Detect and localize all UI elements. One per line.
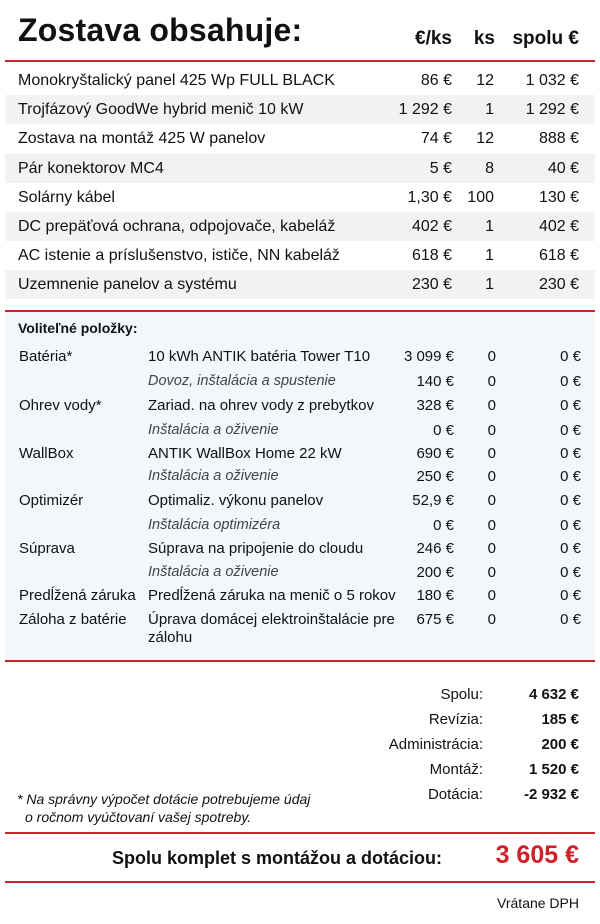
optional-total: 0 € <box>560 517 581 534</box>
optional-row <box>5 492 595 514</box>
column-header-total: spolu € <box>512 28 579 49</box>
optional-total: 0 € <box>560 373 581 390</box>
table-row <box>5 95 595 124</box>
optional-quantity: 0 <box>487 492 496 509</box>
summary-value: -2 932 € <box>523 786 579 803</box>
optional-row <box>5 587 595 609</box>
optional-category: Súprava <box>19 540 75 557</box>
vat-note: Vrátane DPH <box>497 895 579 911</box>
item-quantity: 100 <box>467 188 494 206</box>
optional-unit-price: 675 € <box>416 611 454 628</box>
item-unit-price: 402 € <box>411 218 452 235</box>
item-unit-price: 618 € <box>411 247 452 265</box>
item-name: Solárny kábel <box>18 188 115 206</box>
item-unit-price: 5 € <box>429 159 452 177</box>
optional-quantity: 0 <box>487 397 496 414</box>
summary-value: 200 € <box>541 736 579 753</box>
optional-category: Predĺžená záruka <box>19 587 136 604</box>
summary-value: 4 632 € <box>528 686 579 703</box>
item-unit-price: 74 € <box>420 130 452 148</box>
optional-total: 0 € <box>560 492 581 509</box>
optional-category: WallBox <box>19 445 74 462</box>
optional-total: 0 € <box>560 540 581 557</box>
optional-total: 0 € <box>560 564 581 581</box>
optional-description: Inštalácia optimizéra <box>148 517 281 533</box>
item-unit-price: 1,30 € <box>407 188 452 206</box>
optional-row <box>5 468 595 490</box>
optional-unit-price: 140 € <box>416 373 454 390</box>
item-name: Zostava na montáž 425 W panelov <box>18 130 266 148</box>
grand-total-label: Spolu komplet s montážou a dotáciou: <box>111 848 442 868</box>
optional-quantity: 0 <box>487 587 496 604</box>
optional-quantity: 0 <box>487 348 496 365</box>
item-name: Monokryštalický panel 425 Wp FULL BLACK <box>18 72 335 89</box>
item-name: Pár konektorov MC4 <box>18 159 164 177</box>
optional-unit-price: 0 € <box>433 517 454 534</box>
table-header <box>0 0 600 60</box>
optional-row <box>5 348 595 370</box>
optional-unit-price: 200 € <box>416 564 454 581</box>
optional-total: 0 € <box>560 422 581 439</box>
optional-row <box>5 517 595 539</box>
optional-quantity: 0 <box>487 611 496 628</box>
grand-total-bottom-divider <box>5 881 595 883</box>
optional-quantity: 0 <box>487 468 496 485</box>
optional-total: 0 € <box>560 348 581 365</box>
item-quantity: 1 <box>485 247 494 265</box>
item-quantity: 12 <box>476 130 494 148</box>
header-divider <box>5 60 595 62</box>
item-unit-price: 230 € <box>411 276 452 294</box>
summary-label: Administrácia: <box>388 736 483 753</box>
optional-description: Predĺžená záruka na menič o 5 rokov <box>148 587 396 604</box>
optional-description: Súprava na pripojenie do cloudu <box>148 540 364 557</box>
grand-total-value: 3 605 € <box>495 841 579 869</box>
table-row <box>5 212 595 241</box>
item-unit-price: 1 292 € <box>398 101 452 119</box>
optional-description: Dovoz, inštalácia a spustenie <box>148 373 336 389</box>
optional-description: Inštalácia a oživenie <box>148 468 279 484</box>
item-name: Trojfázový GoodWe hybrid menič 10 kW <box>18 101 304 119</box>
optional-row <box>5 540 595 562</box>
item-quantity: 8 <box>485 159 494 177</box>
summary-label: Spolu: <box>440 686 483 703</box>
table-row <box>5 66 595 95</box>
optional-description: ANTIK WallBox Home 22 kW <box>148 445 342 462</box>
optional-items-title: Voliteľné položky: <box>18 320 138 336</box>
column-header-price: €/ks <box>415 28 452 49</box>
optional-unit-price: 250 € <box>416 468 454 485</box>
optional-quantity: 0 <box>487 422 496 439</box>
optional-row <box>5 397 595 419</box>
optional-description: Optimaliz. výkonu panelov <box>148 492 324 509</box>
item-name: Uzemnenie panelov a systému <box>18 276 237 294</box>
grand-total-top-divider <box>5 832 595 834</box>
optional-row <box>5 564 595 586</box>
item-quantity: 1 <box>485 276 494 294</box>
optional-row <box>5 373 595 395</box>
optional-unit-price: 52,9 € <box>412 492 454 509</box>
item-quantity: 1 <box>485 101 494 119</box>
optional-category: Záloha z batérie <box>19 611 127 628</box>
optional-unit-price: 180 € <box>416 587 454 604</box>
item-quantity: 1 <box>485 218 494 235</box>
optional-total: 0 € <box>560 397 581 414</box>
optional-quantity: 0 <box>487 445 496 462</box>
item-total: 888 € <box>538 130 579 148</box>
item-unit-price: 86 € <box>420 72 452 89</box>
optional-description: Inštalácia a oživenie <box>148 564 279 580</box>
column-header-qty: ks <box>473 28 495 49</box>
item-name: DC prepäťová ochrana, odpojovače, kabeláž <box>18 218 336 235</box>
table-row <box>5 270 595 299</box>
optional-total: 0 € <box>560 611 581 628</box>
optional-total: 0 € <box>560 468 581 485</box>
optional-quantity: 0 <box>487 517 496 534</box>
footnote <box>17 790 310 826</box>
optional-quantity: 0 <box>487 540 496 557</box>
optional-row <box>5 445 595 467</box>
item-total: 230 € <box>538 276 579 294</box>
optional-description: Inštalácia a oživenie <box>148 422 279 438</box>
optional-category: Batéria* <box>19 348 73 365</box>
table-row <box>5 124 595 153</box>
item-name: AC istenie a príslušenstvo, ističe, NN kabeláž <box>18 247 340 265</box>
summary-value: 185 € <box>541 711 579 728</box>
item-total: 1 032 € <box>525 72 579 89</box>
footnote-line-1: * Na správny výpočet dotácie potrebujeme údaj <box>17 791 311 807</box>
footnote-line-2: o ročnom vyúčtovaní vašej spotreby. <box>25 809 252 825</box>
table-row <box>5 241 595 270</box>
optional-description: 10 kWh ANTIK batéria Tower T10 <box>148 348 371 365</box>
table-row <box>5 154 595 183</box>
optional-total: 0 € <box>560 445 581 462</box>
item-total: 40 € <box>547 159 579 177</box>
optional-quantity: 0 <box>487 564 496 581</box>
summary-value: 1 520 € <box>528 761 579 778</box>
item-quantity: 12 <box>476 72 494 89</box>
item-total: 402 € <box>538 218 579 235</box>
item-total: 618 € <box>538 247 579 265</box>
optional-total: 0 € <box>560 587 581 604</box>
optional-description: Úprava domácej elektroinštalácie pre zálohu <box>148 611 395 646</box>
optional-description: Zariad. na ohrev vody z prebytkov <box>148 397 374 414</box>
optional-quantity: 0 <box>487 373 496 390</box>
summary-label: Montáž: <box>429 761 483 778</box>
summary-label: Revízia: <box>428 711 483 728</box>
optional-row <box>5 422 595 444</box>
table-row <box>5 183 595 212</box>
optional-row <box>5 611 595 646</box>
optional-unit-price: 690 € <box>416 445 454 462</box>
optional-unit-price: 246 € <box>416 540 454 557</box>
summary-label: Dotácia: <box>427 786 483 803</box>
optional-unit-price: 3 099 € <box>403 348 454 365</box>
optional-unit-price: 0 € <box>433 422 454 439</box>
item-total: 130 € <box>538 188 579 206</box>
item-total: 1 292 € <box>525 101 579 119</box>
optional-unit-price: 328 € <box>416 397 454 414</box>
optional-category: Ohrev vody* <box>19 397 102 414</box>
optional-items-divider <box>5 660 595 662</box>
optional-category: Optimizér <box>19 492 84 509</box>
page-title: Zostava obsahuje: <box>18 12 303 48</box>
